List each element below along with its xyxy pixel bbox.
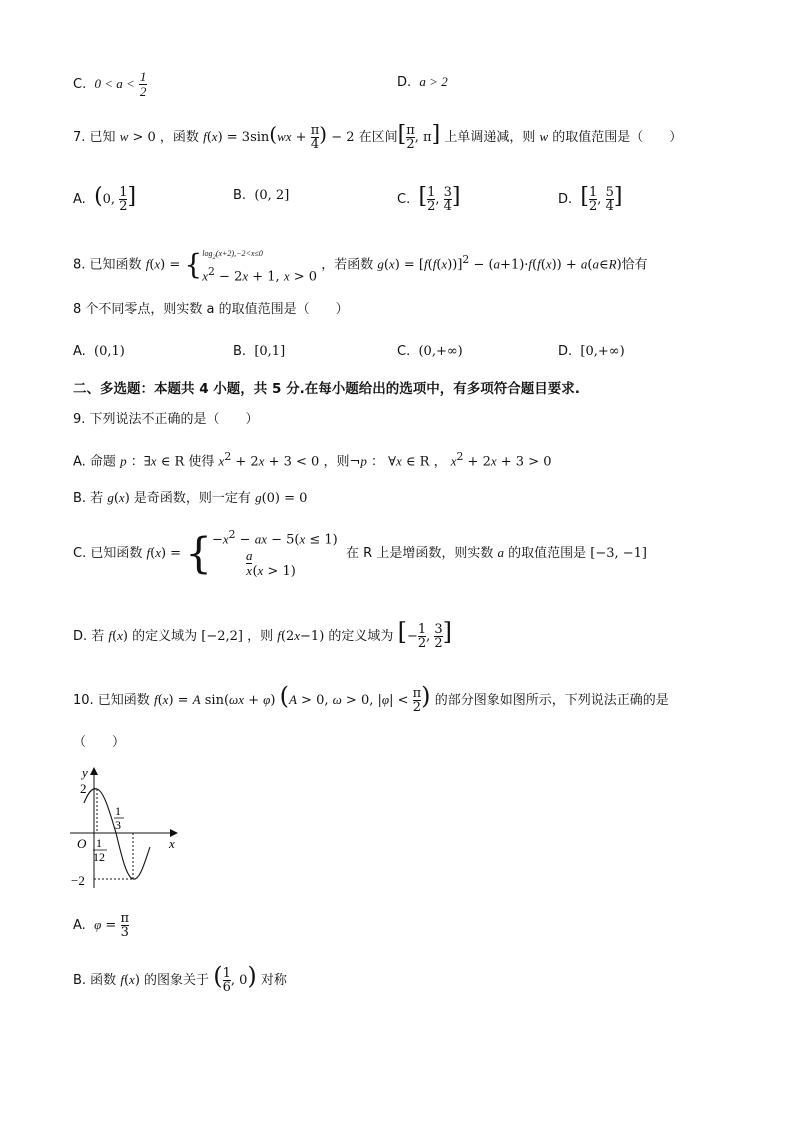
- q8-option-b: B. [0,1]: [233, 344, 286, 359]
- q9-option-b: B. 若 g(x) 是奇函数，则一定有 g(0) = 0: [73, 490, 308, 506]
- q7-option-c: C. [1 2, 3 4]: [397, 184, 461, 214]
- y-max-label: 2: [80, 781, 87, 796]
- q10-sine-graph: [66, 763, 186, 893]
- q7-stem: 7. 已知 w > 0 ，函数 f(x) = 3sin(wx + π 4) − 2 在区间[π 2, π] 上单调递减，则 w 的取值范围是（ ）: [73, 122, 683, 152]
- q7-option-a: A. (0, 1 2]: [73, 184, 137, 214]
- section-multiple-choice-heading: 二、多选题：本题共 4 小题，共 5 分.在每小题给出的选项中，有多项符合题目要求.: [73, 381, 580, 397]
- q8-stem: 8. 已知函数 $f(x) = \{\log_2(x+2),-2<x\le 0$ $x^2 - 2x + 1$, x > 0 ，若函数 $g(x) = [f(f(x))]^2 - (a+1)\cdot f(f(x))$ + a(a∈R)恰有: [73, 247, 648, 284]
- q9-option-c: C. 已知函数 $f(x) = \{-x^2$ − ax − 5(x ≤ 1) $\frac{a}{x}(x > 1)$ 在 R 上是增函数，则实数 a 的取值范围是 [−3, −1]: [73, 528, 647, 580]
- q10-option-a: A. φ = π 3: [73, 911, 129, 940]
- q9-stem: 9. 下列说法不正确的是（ ）: [73, 412, 259, 427]
- x-tick-one-third-num: 1: [115, 804, 121, 818]
- q6-option-c: C. 0 < a < 1 2: [73, 69, 147, 99]
- q8-option-c: C. (0,+∞): [397, 344, 463, 359]
- y-axis-arrow: [90, 767, 98, 775]
- q9-option-d: D. 若 f(x) 的定义域为 [−2,2] ，则 f(2x−1) 的定义域为 [−1 2, 3 2]: [73, 618, 453, 651]
- x-tick-one-twelfth-den: 12: [93, 850, 105, 864]
- q6-option-d: D. a > 2: [397, 74, 448, 90]
- q9-option-a: A. 命题 p ：∃x ∈ R 使得 $x^2 + 2x + 3 < 0$ ，则¬p ： ∀x ∈ R ， $x^2 + 2x + 3 > 0$: [73, 450, 552, 470]
- q10-paren: （ ）: [73, 735, 126, 750]
- q10-option-b: B. 函数 f(x) 的图象关于 (1 6, 0) 对称: [73, 962, 287, 995]
- q8-option-a: A. (0,1): [73, 344, 125, 359]
- q8-stem-line2: 8 个不同零点，则实数 a 的取值范围是（ ）: [73, 302, 349, 317]
- origin-label: O: [77, 836, 87, 851]
- q7-option-b: B. (0, 2]: [233, 188, 290, 203]
- x-tick-one-third-den: 3: [115, 818, 121, 832]
- q10-stem: 10. 已知函数 f(x) = A sin(ωx + φ) (A > 0, ω > 0, |φ| < π 2) 的部分图象如图所示，下列说法正确的是: [73, 682, 669, 715]
- x-axis-label: x: [169, 836, 175, 851]
- q8-option-d: D. [0,+∞): [558, 344, 625, 359]
- y-min-label: −2: [71, 873, 85, 888]
- x-tick-one-twelfth-num: 1: [96, 836, 102, 850]
- q7-option-d: D. [1 2, 5 4]: [558, 184, 623, 214]
- y-axis-label: y: [82, 765, 88, 780]
